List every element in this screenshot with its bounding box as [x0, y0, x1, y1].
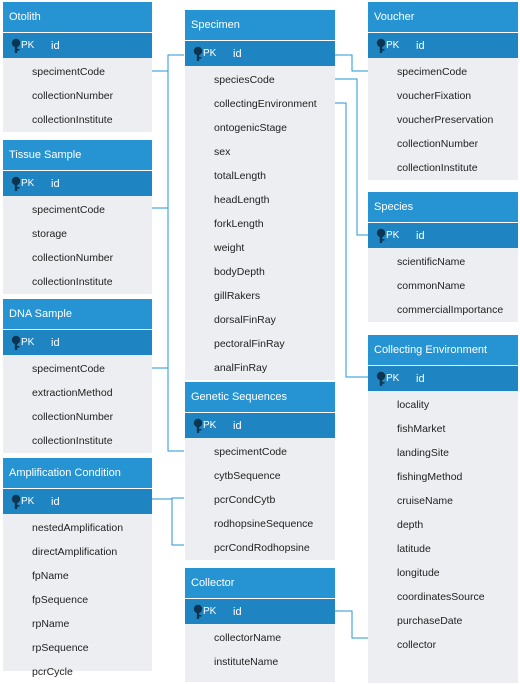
pk-row: [368, 32, 518, 58]
entity-header-specimen: Specimen: [185, 10, 335, 40]
pk-field: id: [233, 47, 242, 60]
relation-dna-specimen: [152, 55, 168, 368]
attribute: directAmplification: [32, 546, 118, 558]
entity-voucher[interactable]: [368, 2, 518, 180]
attribute: rodhopsineSequence: [214, 518, 314, 530]
entity-header-collecting-environment: Collecting Environment: [368, 335, 518, 365]
relation-voucher-specimen: [335, 55, 368, 71]
attribute-list: [3, 355, 152, 453]
attribute: speciesCode: [214, 74, 275, 86]
entity-header-collector: Collector: [185, 568, 335, 598]
attribute: latitude: [397, 543, 431, 555]
pk-row: [3, 170, 152, 196]
entity-header-genetic-sequences: Genetic Sequences: [185, 382, 335, 412]
pk-field: id: [233, 605, 242, 618]
pk-row: [185, 598, 335, 624]
attribute: collectionInstitute: [32, 435, 113, 447]
attribute: purchaseDate: [397, 615, 463, 627]
attribute: collectionInstitute: [32, 276, 113, 288]
attribute: instituteName: [214, 656, 279, 668]
attribute: fishingMethod: [397, 471, 463, 483]
attribute: collectionNumber: [32, 90, 114, 102]
relation-amp-pcrcytb: [152, 498, 184, 499]
attribute: cruiseName: [397, 495, 454, 507]
entity-collecting-environment[interactable]: [368, 335, 518, 683]
attribute-list: [3, 514, 152, 678]
attribute: storage: [32, 228, 68, 240]
pk-label: PK: [203, 48, 217, 59]
pk-field: id: [416, 229, 425, 242]
attribute: specimentCode: [32, 363, 105, 375]
attribute: pcrCycle: [32, 666, 73, 678]
attribute: longitude: [397, 567, 440, 579]
attribute: totalLength: [214, 170, 266, 182]
entity-specimen[interactable]: [185, 10, 335, 380]
pk-row: [368, 365, 518, 391]
entity-header-tissue-sample: Tissue Sample: [3, 140, 152, 170]
pk-field: id: [51, 336, 60, 349]
relation-amp-pcrrodh: [172, 499, 184, 545]
pk-field: id: [51, 495, 60, 508]
attribute-list: [185, 66, 335, 380]
entity-header-amplification-condition: Amplification Condition: [3, 458, 152, 488]
entity-dna-sample[interactable]: [3, 299, 152, 453]
attribute: scientificName: [397, 256, 466, 268]
attribute: specimentCode: [32, 66, 105, 78]
attribute: fpName: [32, 570, 69, 582]
pk-label: PK: [203, 606, 217, 617]
relation-tissue-specimen: [152, 55, 168, 208]
pk-label: PK: [21, 496, 35, 507]
attribute: rpSequence: [32, 642, 89, 654]
attribute: nestedAmplification: [32, 522, 124, 534]
attribute: collectionNumber: [32, 252, 114, 264]
pk-label: PK: [386, 40, 400, 51]
pk-label: PK: [386, 373, 400, 384]
attribute: forkLength: [214, 218, 264, 230]
attribute: extractionMethod: [32, 387, 113, 399]
pk-label: PK: [386, 230, 400, 241]
pk-row: [185, 412, 335, 438]
attribute: voucherPreservation: [397, 114, 494, 126]
relation-specimen-genetic: [168, 368, 184, 451]
attribute: fpSequence: [32, 594, 89, 606]
entity-species[interactable]: [368, 192, 518, 322]
pk-field: id: [416, 39, 425, 52]
attribute-list: [368, 58, 518, 180]
entity-header-dna-sample: DNA Sample: [3, 299, 152, 329]
attribute: pcrCondRodhopsine: [214, 542, 310, 554]
attribute: commonName: [397, 280, 466, 292]
attribute: collectionNumber: [397, 138, 479, 150]
entity-amplification-condition[interactable]: [3, 458, 152, 678]
attribute: coordinatesSource: [397, 591, 485, 603]
attribute: specimentCode: [214, 446, 287, 458]
attribute: ontogenicStage: [214, 122, 287, 134]
pk-label: PK: [21, 178, 35, 189]
attribute-list: [185, 624, 335, 682]
pk-label: PK: [21, 337, 35, 348]
attribute: pectoralFinRay: [214, 338, 285, 350]
attribute: gillRakers: [214, 290, 261, 302]
attribute: specimenCode: [397, 66, 468, 78]
pk-field: id: [416, 372, 425, 385]
pk-row: [185, 40, 335, 66]
pk-label: PK: [203, 420, 217, 431]
attribute: voucherFixation: [397, 90, 472, 102]
attribute: collectionNumber: [32, 411, 114, 423]
pk-row: [368, 222, 518, 248]
relation-collector-env: [335, 611, 368, 638]
attribute-list: [368, 391, 518, 683]
attribute: bodyDepth: [214, 266, 265, 278]
attribute: collectionInstitute: [397, 162, 478, 174]
attribute: rpName: [32, 618, 70, 630]
pk-label: PK: [21, 40, 35, 51]
attribute: collectingEnvironment: [214, 98, 317, 110]
entity-header-species: Species: [368, 192, 518, 222]
pk-row: [3, 488, 152, 514]
attribute: commercialImportance: [397, 304, 504, 316]
attribute: analFinRay: [214, 362, 268, 374]
attribute: headLength: [214, 194, 270, 206]
attribute-list: [3, 58, 152, 132]
attribute: dorsalFinRay: [214, 314, 276, 326]
pk-field: id: [51, 39, 60, 52]
attribute-list: [185, 438, 335, 560]
entity-header-otolith: Otolith: [3, 2, 152, 32]
attribute: pcrCondCytb: [214, 494, 276, 506]
entity-otolith[interactable]: [3, 2, 152, 132]
relation-specimen-env: [335, 103, 368, 377]
attribute: cytbSequence: [214, 470, 281, 482]
entity-tissue-sample[interactable]: [3, 140, 152, 294]
relation-specimen-species: [335, 79, 368, 235]
entity-collector[interactable]: [185, 568, 335, 682]
attribute: depth: [397, 519, 424, 531]
attribute: collectionInstitute: [32, 114, 113, 126]
pk-row: [3, 32, 152, 58]
pk-field: id: [233, 419, 242, 432]
pk-field: id: [51, 177, 60, 190]
attribute: weight: [214, 242, 245, 254]
attribute: collectorName: [214, 632, 282, 644]
attribute-list: [3, 196, 152, 294]
attribute: landingSite: [397, 447, 449, 459]
attribute: fishMarket: [397, 423, 446, 435]
pk-row: [3, 329, 152, 355]
attribute: collector: [397, 639, 437, 651]
attribute: sex: [214, 146, 231, 158]
entity-genetic-sequences[interactable]: [185, 382, 335, 560]
attribute: specimentCode: [32, 204, 105, 216]
attribute-list: [368, 248, 518, 322]
attribute: locality: [397, 399, 430, 411]
entity-header-voucher: Voucher: [368, 2, 518, 32]
